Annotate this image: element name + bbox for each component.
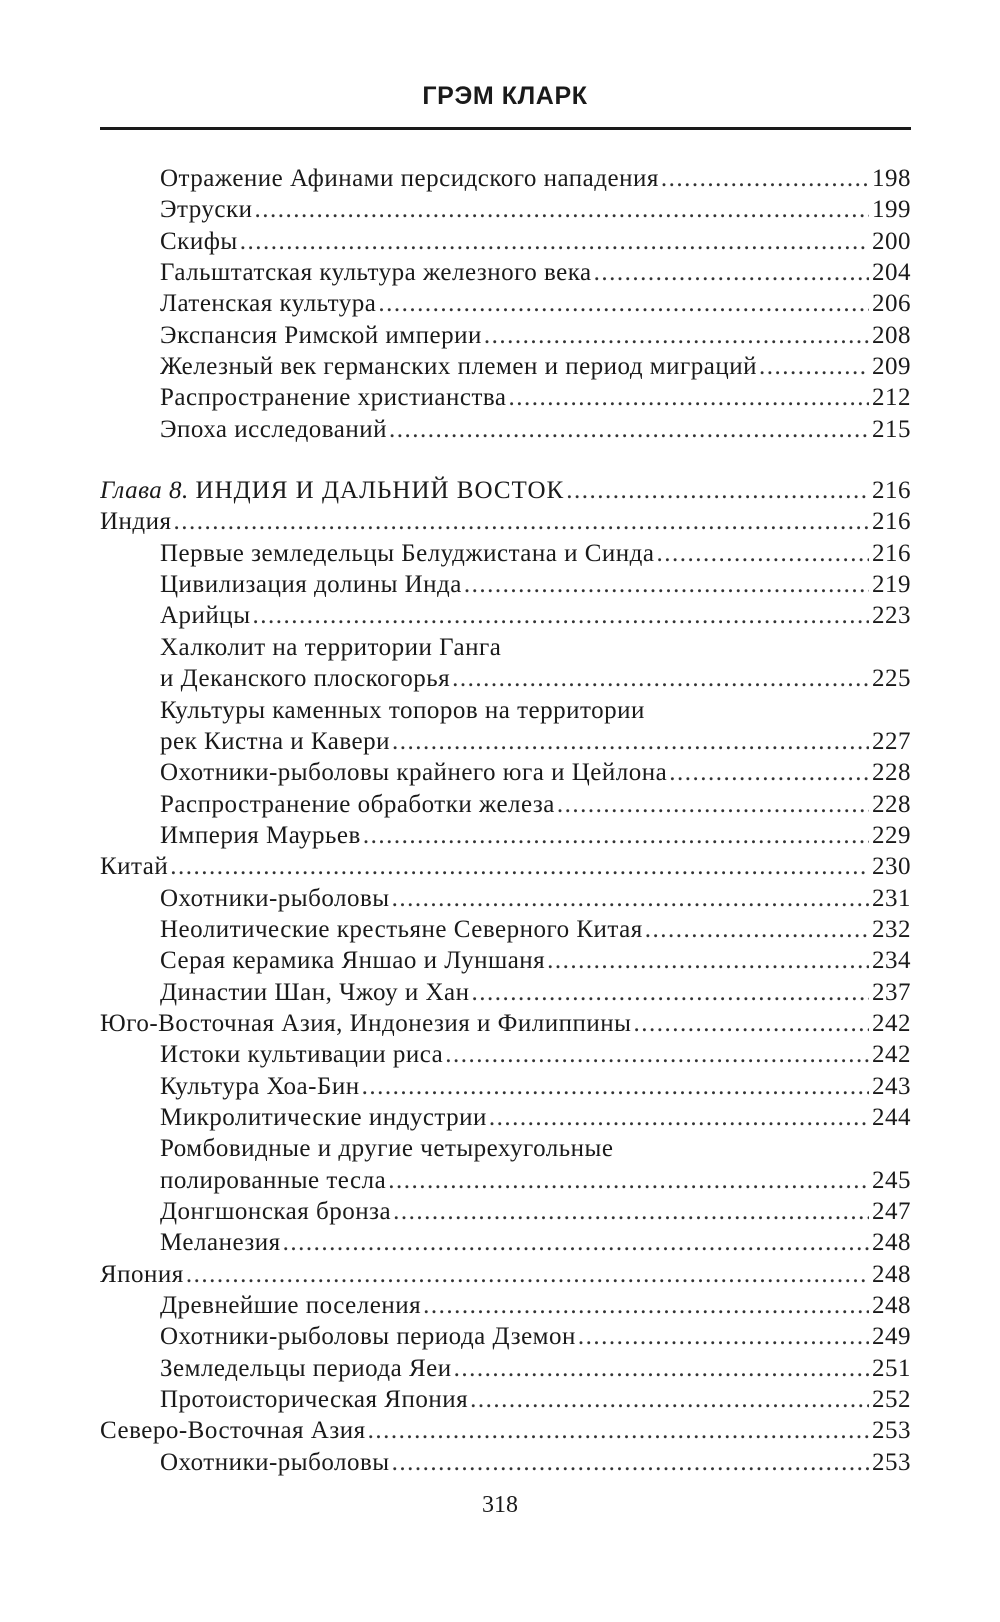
toc-entry: Протоисторическая Япония ..... 252 xyxy=(100,1384,911,1415)
chapter-title: ИНДИЯ И ДАЛЬНИЙ ВОСТОК xyxy=(195,477,565,505)
toc-entry: Культура Хоа-Бин ..... 243 xyxy=(100,1071,911,1102)
toc-entry: Первые земледельцы Белуджистана и Синда ..... 216 xyxy=(100,538,911,569)
toc-entry: Древнейшие поселения ..... 248 xyxy=(100,1290,911,1321)
toc-entry: Охотники-рыболовы крайнего юга и Цейлона ..... 228 xyxy=(100,757,911,788)
toc-entry: Неолитические крестьяне Северного Китая ..... 232 xyxy=(100,914,911,945)
header-rule xyxy=(100,127,911,130)
toc-chapter-heading: Глава 8. ИНДИЯ И ДАЛЬНИЙ ВОСТОК ..... 216 xyxy=(100,475,911,506)
toc-entry: Скифы ..... 200 xyxy=(100,226,911,257)
toc-entry: Распространение обработки железа ..... 228 xyxy=(100,789,911,820)
toc-entry: рек Кистна и Кавери ..... 227 xyxy=(100,726,911,757)
page-number: 318 xyxy=(482,1492,518,1518)
toc-entry: Гальштатская культура железного века ..... 204 xyxy=(100,257,911,288)
toc-entry: Династии Шан, Чжоу и Хан ..... 237 xyxy=(100,977,911,1008)
toc-entry: Охотники-рыболовы периода Дземон ..... 249 xyxy=(100,1321,911,1352)
toc-section-india: Индия ..... 216 xyxy=(100,506,911,537)
table-of-contents xyxy=(100,163,911,1478)
toc-entry: Эпоха исследований ..... 215 xyxy=(100,414,911,445)
chapter-label: Глава 8. xyxy=(100,477,189,505)
toc-entry: Цивилизация долины Инда ..... 219 xyxy=(100,569,911,600)
toc-entry: Распространение христианства ..... 212 xyxy=(100,382,911,413)
toc-entry-line1: Ромбовидные и другие четырехугольные xyxy=(160,1135,614,1163)
toc-entry-line1: Халколит на территории Ганга xyxy=(160,633,502,661)
toc-entry: полированные тесла ..... 245 xyxy=(100,1165,911,1196)
toc-section-japan: Япония ..... 248 xyxy=(100,1259,911,1290)
toc-entry: Латенская культура ..... 206 xyxy=(100,288,911,319)
toc-entry: Экспансия Римской империи ..... 208 xyxy=(100,320,911,351)
toc-entry-line1: Культуры каменных топоров на территории xyxy=(160,696,645,724)
toc-entry: Микролитические индустрии ..... 244 xyxy=(100,1102,911,1133)
toc-entry: Земледельцы периода Яеи ..... 251 xyxy=(100,1353,911,1384)
running-head: ГРЭМ КЛАРК xyxy=(422,82,588,110)
toc-entry: и Деканского плоскогорья ..... 225 xyxy=(100,663,911,694)
toc-entry: Империя Маурьев ..... 229 xyxy=(100,820,911,851)
toc-entry: Охотники-рыболовы ..... 253 xyxy=(100,1447,911,1478)
toc-entry: Меланезия ..... 248 xyxy=(100,1227,911,1258)
toc-entry: Этруски ..... 199 xyxy=(100,194,911,225)
toc-entry: Донгшонская бронза ..... 247 xyxy=(100,1196,911,1227)
toc-entry: Серая керамика Яншао и Луншаня ..... 234 xyxy=(100,945,911,976)
chapter-gap xyxy=(100,445,911,475)
toc-entry: Охотники-рыболовы ..... 231 xyxy=(100,883,911,914)
toc-entry: Отражение Афинами персидского нападения ..... 198 xyxy=(100,163,911,194)
toc-entry: Арийцы ..... 223 xyxy=(100,600,911,631)
toc-section-northeast-asia: Северо-Восточная Азия ..... 253 xyxy=(100,1415,911,1446)
toc-entry: Железный век германских племен и период миграций ..... 209 xyxy=(100,351,911,382)
toc-entry: Истоки культивации риса ..... 242 xyxy=(100,1039,911,1070)
toc-section-southeast-asia: Юго-Восточная Азия, Индонезия и Филиппины ..... 242 xyxy=(100,1008,911,1039)
toc-section-china: Китай ..... 230 xyxy=(100,851,911,882)
